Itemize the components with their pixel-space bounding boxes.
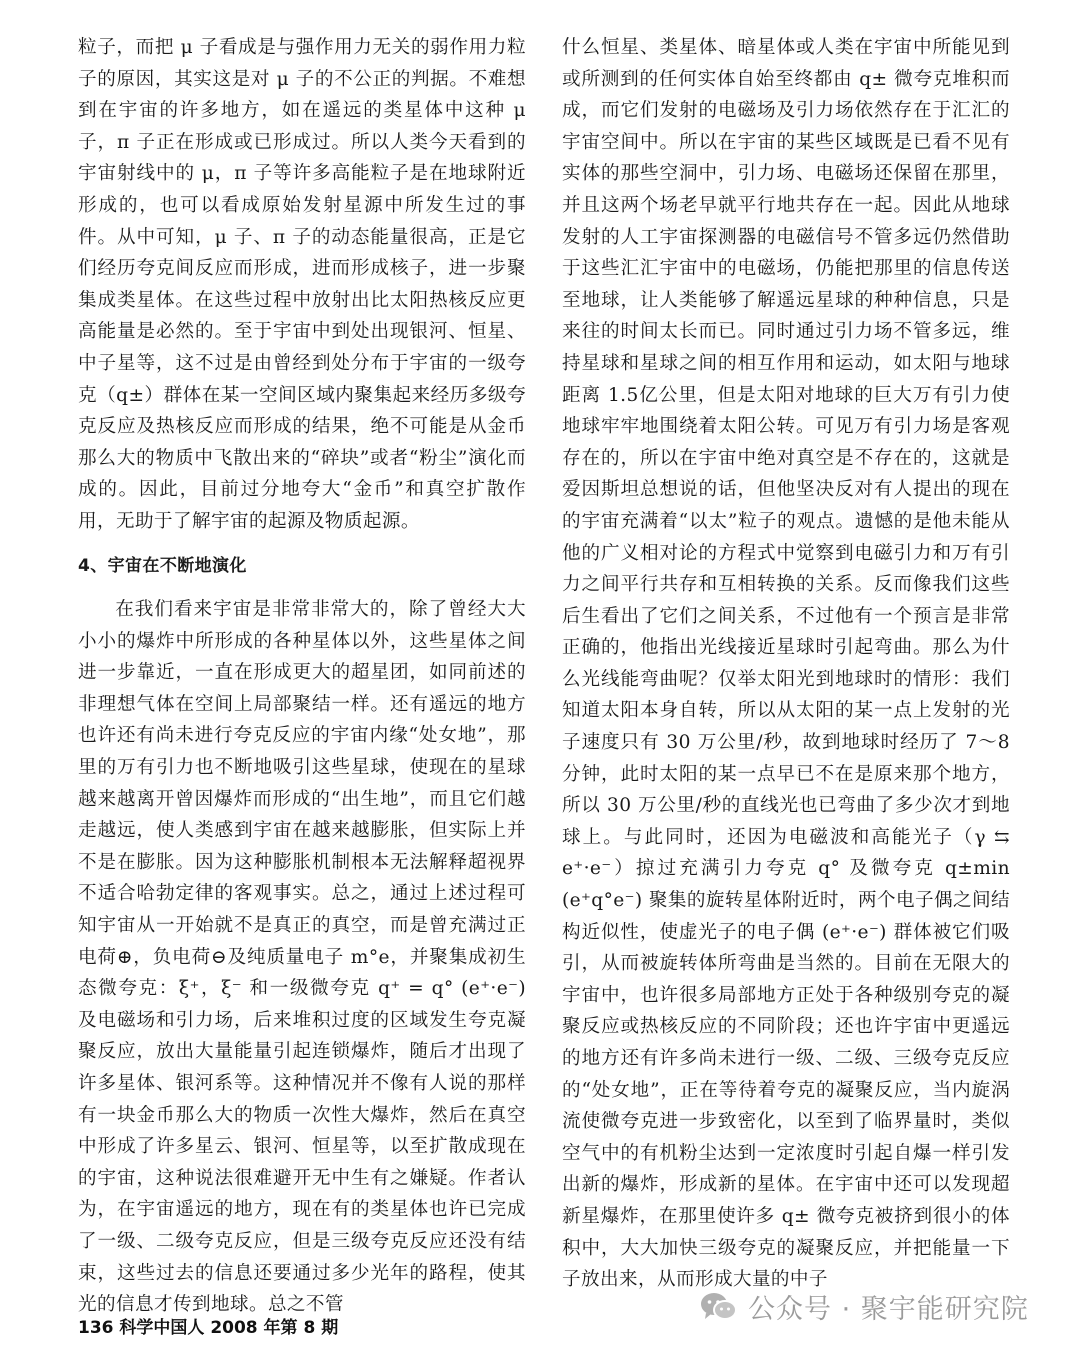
watermark-text: 公众号 · 聚宇能研究院 [748,1294,1029,1325]
left-paragraph-1: 粒子，而把 μ 子看成是与强作用力无关的弱作用力粒子的原因，其实这是对 μ 子的不公正的判据。不难想到在宇宙的许多地方，如在遥远的类星体中这种 μ 子，π 子正在形成或已形成过。所以人类今天看到的宇宙射线中的 μ，π 子等许多高能粒子是在地球附近形成的，也可以看成原始发射星源中所发生过的事件。从中可知，μ 子、π 子的动态能量很高，正是它们经历夸克间反应而形成，进而形成核子，进一步聚集成类星体。在这些过程中放射出比太阳热核反应更高能量是必然的。至于宇宙中到处出现银河、恒星、中子星等，这不过是由曾经到处分布于宇宙的一级夸克（q±）群体在某一空间区域内聚集起来经历多级夸克反应及热核反应而形成的结果，绝不可能是从金币那么大的物质中飞散出来的“碎块”或者“粉尘”演化而成的。因此，目前过分地夸大“金币”和真空扩散作用，无助于了解宇宙的起源及物质起源。 [78,37,526,532]
left-column [78,32,526,1321]
wechat-icon [700,1291,738,1323]
left-paragraph-2: 在我们看来宇宙是非常非常大的，除了曾经大大小小的爆炸中所形成的各种星体以外，这些星体之间进一步靠近，一直在形成更大的超星团，如同前述的非理想气体在空间上局部聚结一样。还有遥远的地方也许还有尚未进行夸克反应的宇宙内缘“处女地”，那里的万有引力也不断地吸引这些星球，使现在的星球越来越离开曾因爆炸而形成的“出生地”，而且它们越走越远，使人类感到宇宙在越来越膨胀，但实际上并不是在膨胀。因为这种膨胀机制根本无法解释超视界不适合哈勃定律的客观事实。总之，通过上述过程可知宇宙从一开始就不是真正的真空，而是曾充满过正电荷⊕，负电荷⊖及纯质量电子 m°e，并聚集成初生态微夸克：ξ⁺，ξ⁻ 和一级微夸克 q⁺ = q° (e⁺·e⁻) 及电磁场和引力场，后来堆积过度的区域发生夸克凝聚反应，放出大量能量引起连锁爆炸，随后才出现了许多星体、银河系等。这种情况并不像有人说的那样有一块金币那么大的物质一次性大爆炸，然后在真空中形成了许多星云、银河、恒星等，以至扩散成现在的宇宙，这种说法很难避开无中生有之嫌疑。作者认为，在宇宙遥远的地方，现在有的类星体也许已完成了一级、二级夸克反应，但是三级夸克反应还没有结束，这些过去的信息还要通过多少光年的路程，使其光的信息才传到地球。总之不管 [78,599,526,1316]
right-column [562,32,1010,1296]
right-paragraph-1: 什么恒星、类星体、暗星体或人类在宇宙中所能见到或所测到的任何实体自始至终都由 q± 微夸克堆积而成，而它们发射的电磁场及引力场依然存在于汇汇的宇宙空间中。所以在宇宙的某些区域既是已看不见有实体的那些空洞中，引力场、电磁场还保留在那里，并且这两个场老早就平行地共存在一起。因此从地球发射的人工宇宙探测器的电磁信号不管多远仍然借助于这些汇汇宇宙中的电磁场，仍能把那里的信息传送至地球，让人类能够了解遥远星球的种种信息，只是来往的时间太长而已。同时通过引力场不管多远，维持星球和星球之间的相互作用和运动，如太阳与地球距离 1.5亿公里，但是太阳对地球的巨大万有引力使地球牢牢地围绕着太阳公转。可见万有引力场是客观存在的，所以在宇宙中绝对真空是不存在的，这就是爱因斯坦总想说的话，但他坚决反对有人提出的现在的宇宙充满着“以太”粒子的观点。遗憾的是他未能从他的广义相对论的方程式中觉察到电磁引力和万有引力之间平行共存和互相转换的关系。反而像我们这些后生看出了它们之间关系，不过他有一个预言是非常正确的，他指出光线接近星球时引起弯曲。那么为什么光线能弯曲呢？仅举太阳光到地球时的情形：我们知道太阳本身自转，所以从太阳的某一点上发射的光子速度只有 30 万公里/秒，故到地球时经历了 7～8 分钟，此时太阳的某一点早已不在是原来那个地方，所以 30 万公里/秒的直线光也已弯曲了多少次才到地球上。与此同时，还因为电磁波和高能光子（γ ⇆ e⁺·e⁻）掠过充满引力夸克 q° 及微夸克 q±min (e⁺q°e⁻) 聚集的旋转星体附近时，两个电子偶之间结构近似性，使虚光子的电子偶 (e⁺·e⁻) 群体被它们吸引，从而被旋转体所弯曲是当然的。目前在无限大的宇宙中，也许很多局部地方正处于各种级别夸克的凝聚反应或热核反应的不同阶段；还也许宇宙中更遥远的地方还有许多尚未进行一级、二级、三级夸克反应的“处女地”，正在等待着夸克的凝聚反应，当内旋涡流使微夸克进一步致密化，以至到了临界量时，类似空气中的有机粉尘达到一定浓度时引起自爆一样引发出新的爆炸，形成新的星体。在宇宙中还可以发现超新星爆炸，在那里使许多 q± 微夸克被挤到很小的体积中，大大加快三级夸克的凝聚反应，并把能量一下子放出来，从而形成大量的中子 [562,37,1010,1291]
watermark [700,1287,1029,1326]
section-heading: 4、宇宙在不断地演化 [78,555,247,576]
page-footer: 136 科学中国人 2008 年第 8 期 [78,1318,339,1338]
